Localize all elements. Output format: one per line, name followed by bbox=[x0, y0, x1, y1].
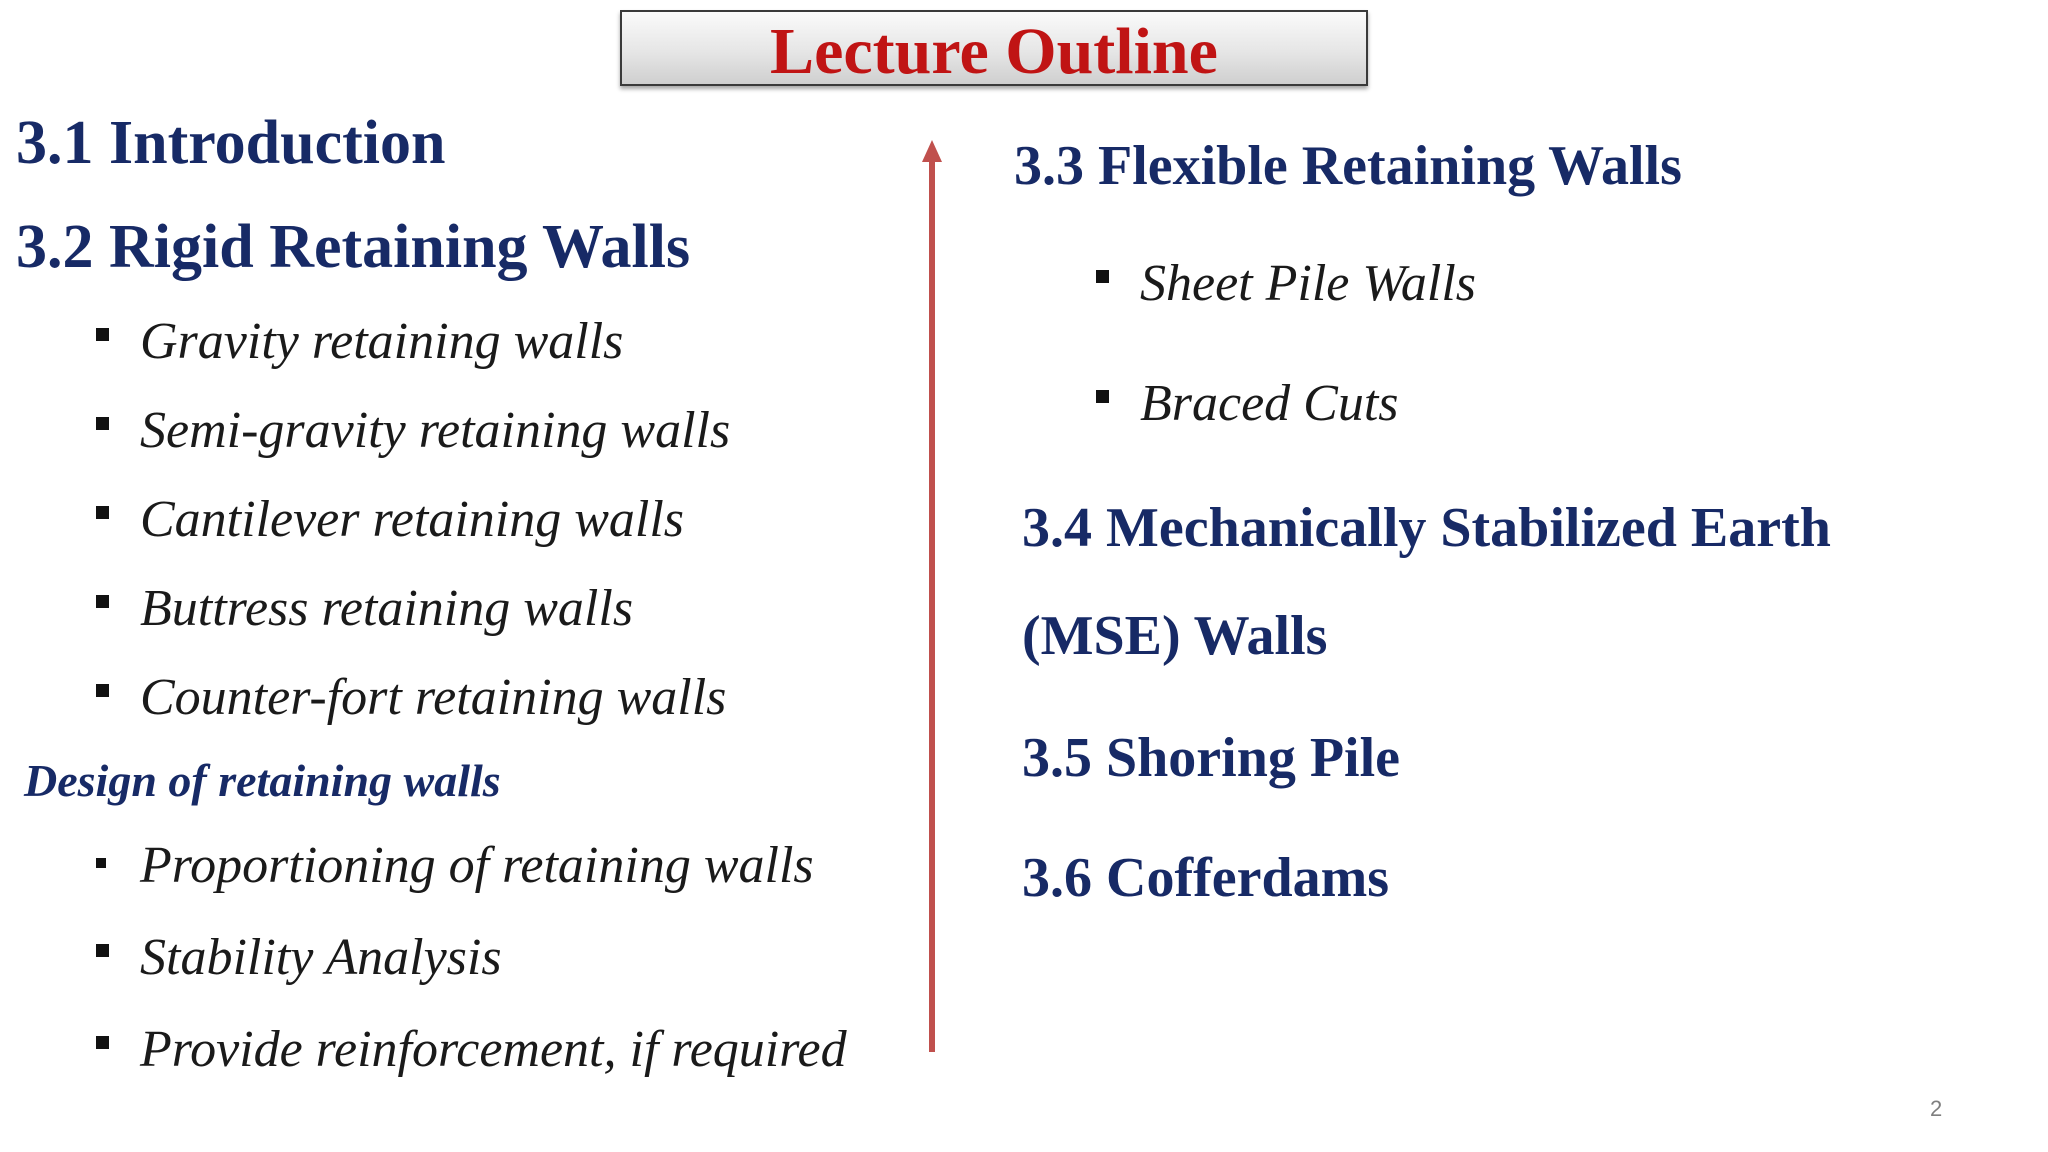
list-item-label: Gravity retaining walls bbox=[140, 313, 624, 370]
heading-shoring-pile: 3.5 Shoring Pile bbox=[1022, 727, 1401, 789]
square-bullet-icon bbox=[1096, 270, 1109, 283]
square-bullet-icon bbox=[96, 506, 109, 519]
list-item-label: Stability Analysis bbox=[140, 929, 502, 986]
heading-mse-walls-line1: 3.4 Mechanically Stabilized Earth bbox=[1022, 497, 1831, 559]
list-item-label: Semi-gravity retaining walls bbox=[140, 402, 731, 459]
slide-title: Lecture Outline bbox=[770, 15, 1218, 88]
square-bullet-icon bbox=[1096, 390, 1109, 403]
list-item-label: Buttress retaining walls bbox=[140, 580, 634, 637]
heading-cofferdams: 3.6 Cofferdams bbox=[1022, 847, 1390, 909]
square-bullet-icon bbox=[96, 595, 109, 608]
list-item-label: Counter-fort retaining walls bbox=[140, 669, 727, 726]
square-bullet-icon bbox=[96, 417, 109, 430]
list-item-label: Braced Cuts bbox=[1140, 375, 1399, 432]
list-item-label: Proportioning of retaining walls bbox=[140, 837, 814, 894]
heading-introduction: 3.1 Introduction bbox=[16, 109, 446, 177]
square-bullet-icon bbox=[96, 1036, 109, 1049]
list-item-label: Cantilever retaining walls bbox=[140, 491, 685, 548]
up-arrow-icon bbox=[918, 140, 946, 1052]
list-item-label: Sheet Pile Walls bbox=[1140, 255, 1477, 312]
title-box bbox=[620, 10, 1368, 86]
heading-flexible-retaining-walls: 3.3 Flexible Retaining Walls bbox=[1014, 135, 1682, 197]
heading-rigid-retaining-walls: 3.2 Rigid Retaining Walls bbox=[16, 213, 691, 281]
square-bullet-icon bbox=[96, 684, 109, 697]
heading-design-of-retaining-walls: Design of retaining walls bbox=[24, 755, 501, 806]
square-bullet-icon bbox=[96, 858, 106, 868]
heading-mse-walls-line2: (MSE) Walls bbox=[1022, 605, 1328, 667]
square-bullet-icon bbox=[96, 944, 109, 957]
square-bullet-icon bbox=[96, 328, 109, 341]
list-item-label: Provide reinforcement, if required bbox=[140, 1021, 847, 1078]
page-number: 2 bbox=[1930, 1096, 1943, 1121]
